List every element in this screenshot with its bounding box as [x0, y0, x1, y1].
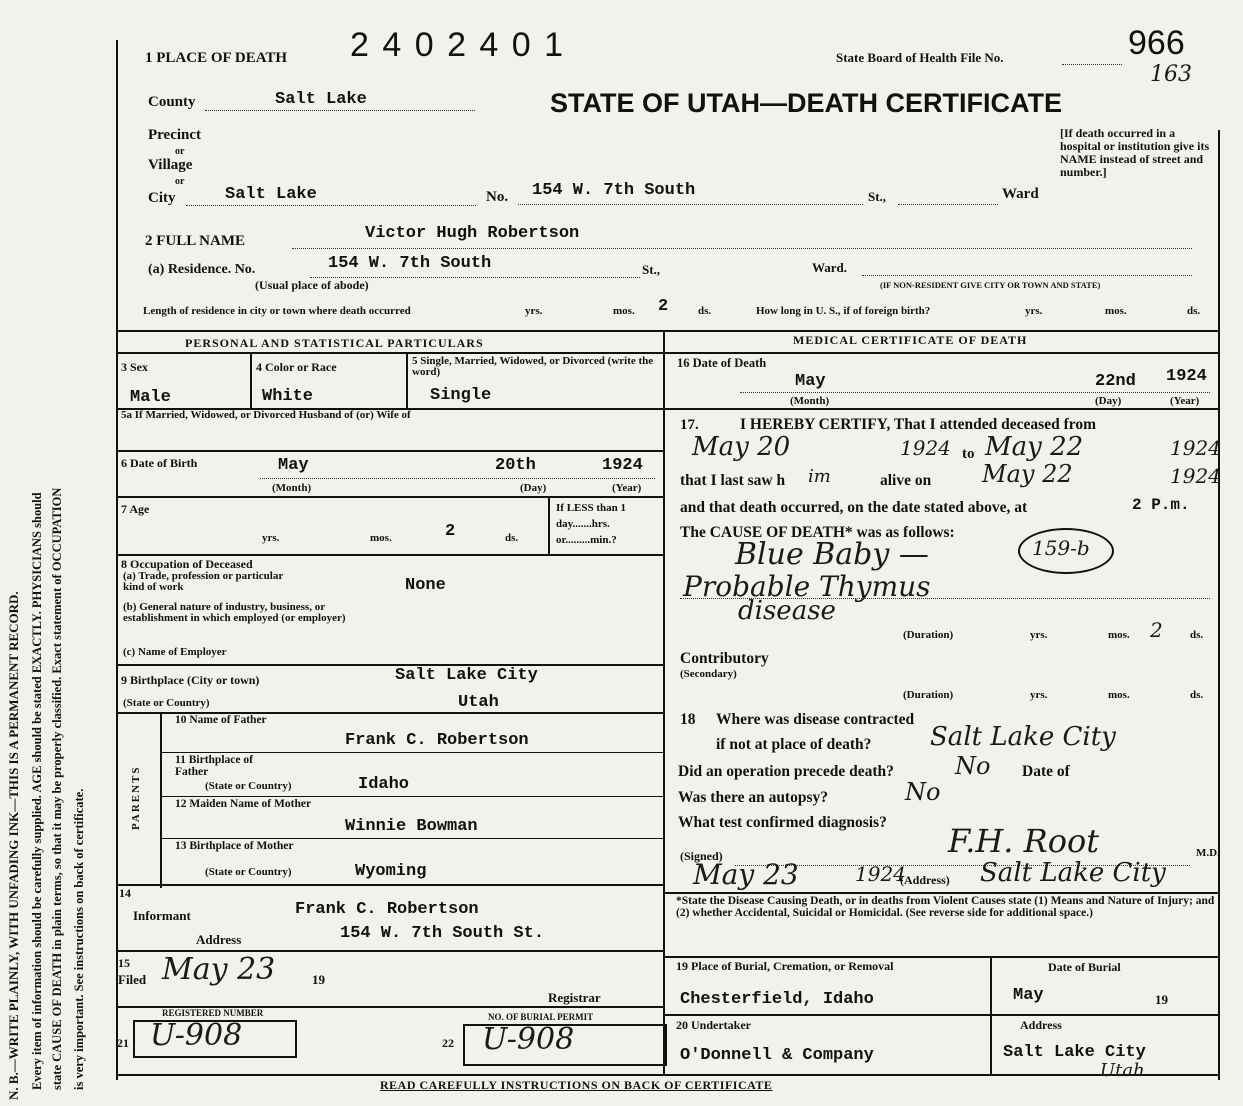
dob-day-caption: (Day)	[520, 482, 547, 494]
occupation-value: None	[405, 576, 446, 595]
occupation-a-label: (a) Trade, profession or particular kind of work	[123, 570, 284, 593]
field-17: 17.	[680, 417, 699, 433]
informant-value: Frank C. Robertson	[295, 900, 479, 919]
sex-label: 3 Sex	[121, 360, 148, 374]
side-line-1: N. B.—WRITE PLAINLY, WITH UNFADING INK—THIS IS A PERMANENT RECORD.	[6, 591, 21, 1100]
frame-bottom	[116, 1074, 1220, 1076]
frame-left	[116, 40, 118, 1080]
last-saw-him: im	[808, 466, 831, 487]
cause-code: 159-b	[1032, 536, 1090, 560]
color-value: White	[262, 387, 314, 406]
county-label: County	[148, 94, 196, 110]
filed-label: Filed	[118, 972, 147, 987]
duration-yrs: yrs.	[1030, 629, 1048, 641]
less-than-day: If LESS than 1 day.......hrs. or.........min.?	[556, 502, 627, 546]
secondary-label: (Secondary)	[680, 668, 737, 680]
non-resident-note: (IF NON-RESIDENT GIVE CITY OR TOWN AND STATE)	[880, 280, 1101, 290]
burial-permit-label: NO. OF BURIAL PERMIT	[488, 1012, 594, 1022]
attended-from-year: 1924	[900, 436, 951, 460]
signed-label: (Signed)	[680, 849, 723, 863]
age-mos: mos.	[370, 532, 392, 544]
cause-third-line: disease	[738, 596, 836, 626]
medical-heading: MEDICAL CERTIFICATE OF DEATH	[793, 333, 1028, 347]
burial-date: May	[1013, 986, 1044, 1005]
signed-year: 1924	[855, 862, 906, 886]
field-18: 18	[680, 711, 696, 728]
length-yrs: yrs.	[525, 305, 543, 317]
field-21: 21	[117, 1036, 129, 1050]
birthplace-label: 9 Birthplace (City or town)	[121, 673, 260, 687]
registered-number: U-908	[150, 1018, 243, 1053]
contrib-duration-mos: mos.	[1108, 689, 1130, 701]
residence-st: St.,	[642, 262, 661, 277]
dob-day: 20th	[495, 456, 536, 475]
death-day: 22nd	[1095, 372, 1136, 391]
mother-birthplace-label: 13 Birthplace of Mother	[175, 840, 294, 852]
side-line-2: Every item of information should be carefully supplied. AGE should be stated EXACTLY. PHYSICIANS should	[30, 492, 44, 1090]
burial-place-label: 19 Place of Burial, Cremation, or Removal	[676, 959, 894, 973]
date-of-label: Date of	[1022, 763, 1070, 780]
burial-date-label: Date of Burial	[1048, 960, 1121, 974]
duration-label: (Duration)	[903, 629, 954, 641]
mother-label: 12 Maiden Name of Mother	[175, 798, 312, 810]
dob-year-caption: (Year)	[612, 482, 642, 494]
undertaker-address-state: Utah	[1100, 1060, 1145, 1081]
date-of-death-label: 16 Date of Death	[677, 356, 767, 370]
operation-label: Did an operation precede death?	[678, 763, 894, 780]
autopsy-label: Was there an autopsy?	[678, 789, 828, 806]
burial-place: Chesterfield, Idaho	[680, 990, 874, 1009]
length-residence-label: Length of residence in city or town where death occurred	[143, 305, 411, 317]
file-sub-number: 163	[1150, 62, 1192, 87]
duration-ds: ds.	[1190, 629, 1204, 641]
place-of-death-label: 1 PLACE OF DEATH	[145, 50, 288, 66]
street-value: 154 W. 7th South	[532, 181, 696, 200]
or-2: or	[175, 176, 185, 187]
married-label: 5a If Married, Widowed, or Divorced Husband of (or) Wife of	[121, 409, 411, 421]
street-st-label: St.,	[868, 189, 887, 204]
attended-to-year: 1924	[1170, 436, 1221, 460]
death-day-caption: (Day)	[1095, 395, 1122, 407]
stamp-number: 2 4 0 2 4 0 1	[350, 26, 566, 64]
birthplace-value: Salt Lake City	[395, 666, 538, 685]
filed-year: 19	[312, 972, 325, 987]
certificate-title: STATE OF UTAH—DEATH CERTIFICATE	[550, 88, 1062, 118]
field-15: 15	[118, 956, 130, 970]
street-no-label: No.	[486, 189, 509, 205]
field-14: 14	[119, 886, 131, 900]
frame-right	[1218, 130, 1220, 1080]
occupation-b-label: (b) General nature of industry, business, or establishment in which employed (or employer)	[123, 601, 346, 624]
foreign-label: How long in U. S., if of foreign birth?	[756, 305, 931, 317]
footer-instructions: READ CAREFULLY INSTRUCTIONS ON BACK OF CERTIFICATE	[380, 1078, 773, 1092]
operation-value: No	[955, 752, 991, 780]
physician-address: Salt Lake City	[980, 858, 1166, 888]
or-1: or	[175, 146, 185, 157]
age-ds: ds.	[505, 532, 519, 544]
physician-address-label: (Address)	[900, 873, 950, 887]
age-mos-value: 2	[445, 522, 456, 541]
registered-number-label: REGISTERED NUMBER	[162, 1008, 264, 1018]
informant-address: 154 W. 7th South St.	[340, 924, 545, 943]
sex-value: Male	[130, 388, 171, 407]
signed-date: May 23	[693, 858, 799, 891]
parents-label: PARENTS	[130, 765, 142, 830]
where-label: Where was disease contracted	[716, 711, 915, 728]
dob-label: 6 Date of Birth	[121, 456, 198, 470]
contrib-duration-ds: ds.	[1190, 689, 1204, 701]
cause-label: The CAUSE OF DEATH* was as follows:	[680, 524, 955, 541]
contributory-label: Contributory	[680, 650, 769, 667]
death-time: 2 P.m.	[1132, 496, 1190, 514]
alive-on-date: May 22	[982, 460, 1073, 488]
occupation-label: 8 Occupation of Deceased	[121, 557, 253, 571]
undertaker-label: 20 Undertaker	[676, 1018, 751, 1032]
death-month: May	[795, 372, 826, 391]
center-divider	[663, 330, 665, 1074]
informant-address-label: Address	[196, 932, 242, 947]
informant-label: Informant	[133, 908, 191, 923]
physician-signature: F.H. Root	[948, 822, 1100, 860]
mother-value: Winnie Bowman	[345, 817, 478, 836]
father-value: Frank C. Robertson	[345, 731, 529, 750]
file-number: 966	[1128, 24, 1185, 62]
filed-date: May 23	[162, 952, 276, 987]
hospital-note: [If death occurred in a hospital or institution give its NAME instead of street and number.]	[1060, 126, 1210, 179]
foreign-ds: ds.	[1187, 305, 1201, 317]
city-value: Salt Lake	[225, 185, 317, 204]
death-year-caption: (Year)	[1170, 395, 1200, 407]
father-birthplace: Idaho	[358, 775, 410, 794]
autopsy-value: No	[905, 778, 941, 806]
dob-month: May	[278, 456, 309, 475]
attended-from: May 20	[692, 432, 791, 462]
age-yrs: yrs.	[262, 532, 280, 544]
age-label: 7 Age	[121, 502, 150, 516]
father-label: 10 Name of Father	[175, 714, 267, 726]
birthplace-state-label: (State or Country)	[123, 697, 210, 709]
length-ds: ds.	[698, 305, 712, 317]
color-label: 4 Color or Race	[256, 360, 337, 374]
occupation-c-label: (c) Name of Employer	[123, 646, 227, 658]
foreign-yrs: yrs.	[1025, 305, 1043, 317]
undertaker-address: Salt Lake City	[1003, 1043, 1146, 1062]
last-saw-text: that I last saw h	[680, 472, 786, 489]
precinct-label: Precinct	[148, 127, 202, 143]
occurred-text: and that death occurred, on the date stated above, at	[680, 499, 1028, 516]
contrib-duration-label: (Duration)	[903, 689, 954, 701]
cause-footnote: *State the Disease Causing Death, or in deaths from Violent Causes state (1) Means and Nature of Injury; and (2) whether Accidental, Suicidal or Homicidal. (See reverse side for additional space.)	[676, 895, 1215, 919]
file-no-label: State Board of Health File No.	[836, 50, 1004, 65]
village-label: Village	[148, 157, 193, 173]
single-value: Single	[430, 386, 492, 405]
side-line-3: state CAUSE OF DEATH in plain terms, so that it may be properly classified. Exact statement of OCCUPATION	[50, 487, 64, 1090]
mother-birthplace-sub: (State or Country)	[205, 866, 292, 878]
father-birthplace-sub: (State or Country)	[205, 780, 292, 792]
death-month-caption: (Month)	[790, 395, 830, 407]
death-year: 1924	[1166, 367, 1207, 386]
single-label: 5 Single, Married, Widowed, or Divorced (write the word)	[412, 355, 654, 378]
personal-heading: PERSONAL AND STATISTICAL PARTICULARS	[185, 336, 484, 350]
duration-mos: mos.	[1108, 629, 1130, 641]
cause-primary: Blue Baby —	[735, 537, 929, 572]
residence-label: (a) Residence. No.	[148, 262, 256, 277]
contrib-duration-yrs: yrs.	[1030, 689, 1048, 701]
residence-ward: Ward.	[812, 260, 848, 275]
to-label: to	[962, 446, 975, 462]
usual-abode-note: (Usual place of abode)	[255, 278, 369, 292]
cause-secondary-line: Probable Thymus	[683, 570, 931, 603]
county-value: Salt Lake	[275, 90, 367, 109]
residence-value: 154 W. 7th South	[328, 254, 492, 273]
dob-year: 1924	[602, 456, 643, 475]
length-mos-value: 2	[658, 297, 669, 316]
certify-text: I HEREBY CERTIFY, That I attended deceased from	[740, 416, 1096, 433]
birthplace-state: Utah	[458, 693, 499, 712]
alive-on-year: 1924	[1170, 464, 1221, 488]
alive-on-label: alive on	[880, 472, 932, 489]
where-contracted: Salt Lake City	[930, 722, 1116, 752]
undertaker-address-label: Address	[1020, 1018, 1062, 1032]
burial-permit-number: U-908	[482, 1022, 575, 1057]
city-label: City	[148, 190, 176, 206]
full-name-label: 2 FULL NAME	[145, 233, 246, 249]
side-line-4: is very important. See instructions on back of certificate.	[72, 788, 86, 1090]
undertaker-value: O'Donnell & Company	[680, 1046, 874, 1065]
burial-year: 19	[1155, 992, 1168, 1007]
father-birthplace-label: 11 Birthplace of Father	[175, 754, 253, 778]
ward-label: Ward	[1002, 186, 1039, 202]
md-label: M.D.	[1196, 847, 1220, 859]
test-label: What test confirmed diagnosis?	[678, 814, 887, 831]
length-mos: mos.	[613, 305, 635, 317]
attended-to: May 22	[985, 432, 1084, 462]
full-name-value: Victor Hugh Robertson	[365, 224, 580, 243]
duration-mos-value: 2	[1150, 618, 1163, 642]
if-not-label: if not at place of death?	[716, 736, 872, 753]
registrar-label: Registrar	[548, 990, 601, 1005]
foreign-mos: mos.	[1105, 305, 1127, 317]
mother-birthplace: Wyoming	[355, 862, 427, 881]
dob-month-caption: (Month)	[272, 482, 312, 494]
field-22: 22	[442, 1036, 454, 1050]
